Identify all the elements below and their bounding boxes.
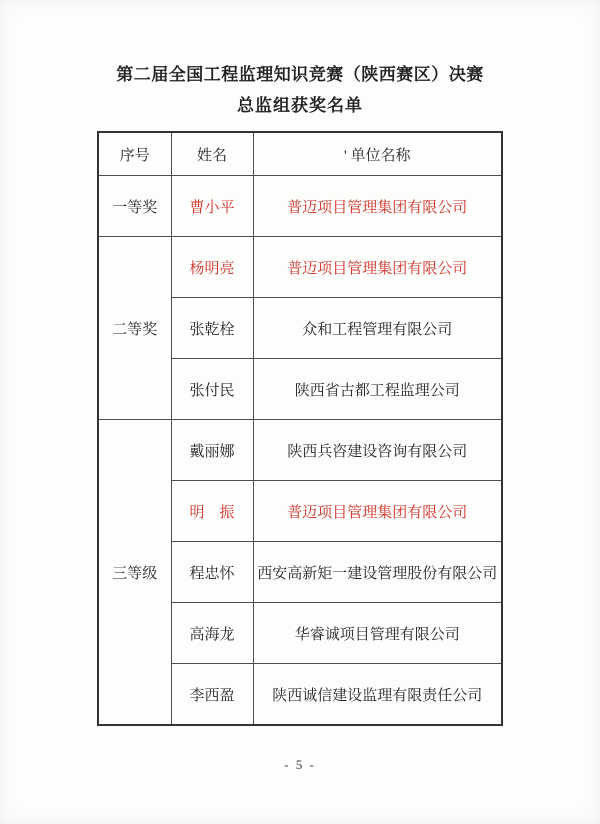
winner-name: 李西盈	[171, 664, 253, 726]
winner-name: 明 振	[171, 481, 253, 542]
winner-company: 普迈项目管理集团有限公司	[253, 481, 502, 542]
table-row	[98, 132, 502, 176]
award-cell-third-prize: 三等级	[98, 420, 171, 726]
document-header	[0, 0, 600, 114]
table-row	[98, 176, 502, 237]
winner-name: 高海龙	[171, 603, 253, 664]
winner-company: 西安高新矩一建设管理股份有限公司	[253, 542, 502, 603]
column-header-company: ' 单位名称	[253, 132, 502, 176]
winner-company: 陕西诚信建设监理有限责任公司	[253, 664, 502, 726]
winner-company: 华睿诚项目管理有限公司	[253, 603, 502, 664]
winner-name: 戴丽娜	[171, 420, 253, 481]
document-title: 第二届全国工程监理知识竞赛（陕西赛区）决赛	[116, 65, 484, 84]
page-number: - 5 -	[284, 757, 316, 772]
column-header-index: 序号	[98, 132, 171, 176]
winner-company: 陕西省古都工程监理公司	[253, 359, 502, 420]
column-header-name: 姓名	[171, 132, 253, 176]
award-winners-table	[97, 131, 503, 726]
winner-company: 众和工程管理有限公司	[253, 298, 502, 359]
award-cell-second-prize: 二等奖	[98, 237, 171, 420]
award-cell-first-prize: 一等奖	[98, 176, 171, 237]
winner-company: 普迈项目管理集团有限公司	[253, 176, 502, 237]
winner-name: 张乾栓	[171, 298, 253, 359]
winner-name: 杨明亮	[171, 237, 253, 298]
table-row	[98, 420, 502, 481]
table-row	[98, 237, 502, 298]
winner-company: 陕西兵咨建设咨询有限公司	[253, 420, 502, 481]
winner-name: 程忠怀	[171, 542, 253, 603]
winner-name: 曹小平	[171, 176, 253, 237]
document-subtitle: 总监组获奖名单	[237, 96, 363, 115]
table-header-row	[98, 132, 502, 176]
winner-company: 普迈项目管理集团有限公司	[253, 237, 502, 298]
winner-name: 张付民	[171, 359, 253, 420]
